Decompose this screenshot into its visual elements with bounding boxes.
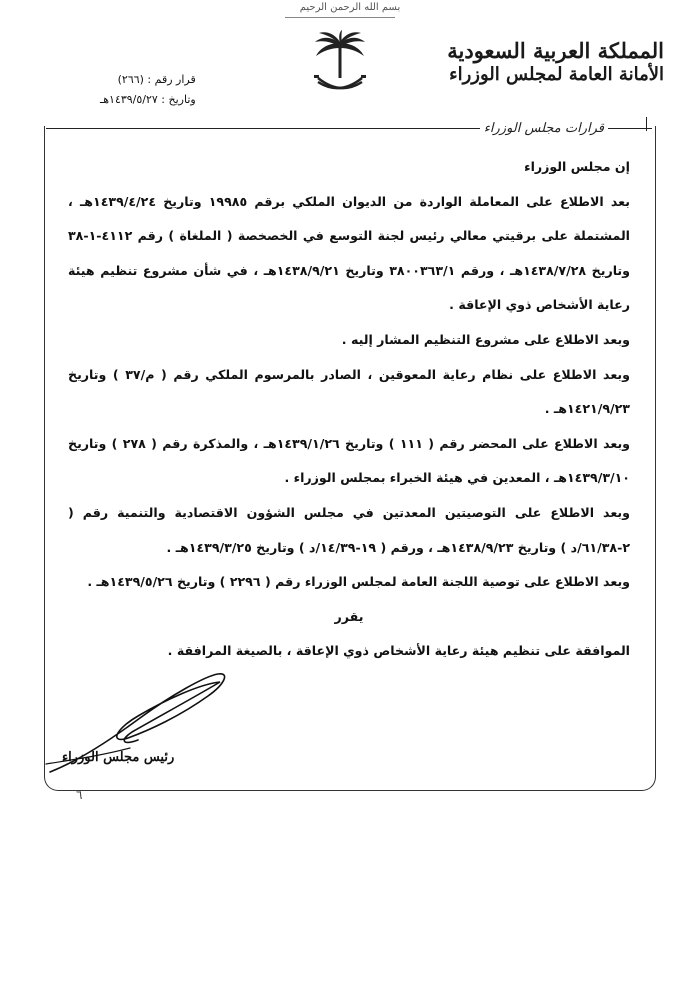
secretariat-name: الأمانة العامة لمجلس الوزراء xyxy=(449,64,664,85)
decision-number: قرار رقم : (٢٦٦) xyxy=(117,73,196,86)
opening-line: إن مجلس الوزراء xyxy=(524,159,630,174)
body-paragraph: وبعد الاطلاع على مشروع التنظيم المشار إليه . xyxy=(341,331,630,347)
decisions-label: قرارات مجلس الوزراء xyxy=(480,121,608,136)
decides-heading: يقرر xyxy=(334,608,364,624)
bismillah-heading: بسم الله الرحمن الرحيم xyxy=(299,2,401,13)
palm-swords-emblem-icon xyxy=(310,30,370,100)
decision-body xyxy=(68,150,630,669)
signatory-title: رئيس مجلس الوزراء xyxy=(62,750,175,765)
body-paragraph: وبعد الاطلاع على التوصيتين المعدتين في مجلس الشؤون الاقتصادية والتنمية رقم ( ٢-٦١/٣٨/د ) وتاريخ ١٤٣٨/٩/٢٣هـ ، ورقم ( ١٩-١٤/٣٩/د ) وتاريخ ١٤٣٩/٣/٢٥هـ . xyxy=(68,504,630,555)
body-paragraph: وبعد الاطلاع على المحضر رقم ( ١١١ ) وتاريخ ١٤٣٩/١/٢٦هـ ، والمذكرة رقم ( ٢٧٨ ) وتاريخ ١٤٣٩/٣/١٠هـ ، المعدين في هيئة الخبراء بمجلس الوزراء . xyxy=(68,435,631,486)
header-rule-tick xyxy=(646,117,647,131)
decision-reference xyxy=(100,70,196,110)
body-paragraph: بعد الاطلاع على المعاملة الواردة من الديوان الملكي برقم ١٩٩٨٥ وتاريخ ١٤٣٩/٤/٢٤هـ ، المشتملة على برقيتي معالي رئيس لجنة التوسع في الخصخصة ( الملغاة ) رقم ٤١١٢-١-٣٨ وتاريخ ١٤٣٨/٧/٢٨هـ ، ورقم ٣٨٠٠٣٦٣/١ وتاريخ ١٤٣٨/٩/٢١هـ ، في شأن مشروع تنظيم هيئة رعاية الأشخاص ذوي الإعاقة . xyxy=(68,193,630,313)
kingdom-name: المملكة العربية السعودية xyxy=(447,38,664,63)
resolution-text: الموافقة على تنظيم هيئة رعاية الأشخاص ذوي الإعاقة ، بالصيغة المرافقة . xyxy=(167,643,630,659)
body-paragraph: وبعد الاطلاع على توصية اللجنة العامة لمجلس الوزراء رقم ( ٢٢٩٦ ) وتاريخ ١٤٣٩/٥/٢٦هـ . xyxy=(87,574,630,590)
body-paragraph: وبعد الاطلاع على نظام رعاية المعوقين ، الصادر بالمرسوم الملكي رقم ( م/٣٧ ) وتاريخ ١٤٢١/٩/٢٣هـ . xyxy=(68,366,630,417)
bismillah-underline xyxy=(285,17,395,18)
decision-date: وتاريخ : ١٤٣٩/٥/٢٧هـ xyxy=(100,92,196,106)
page-mark: ٦ xyxy=(76,788,83,802)
